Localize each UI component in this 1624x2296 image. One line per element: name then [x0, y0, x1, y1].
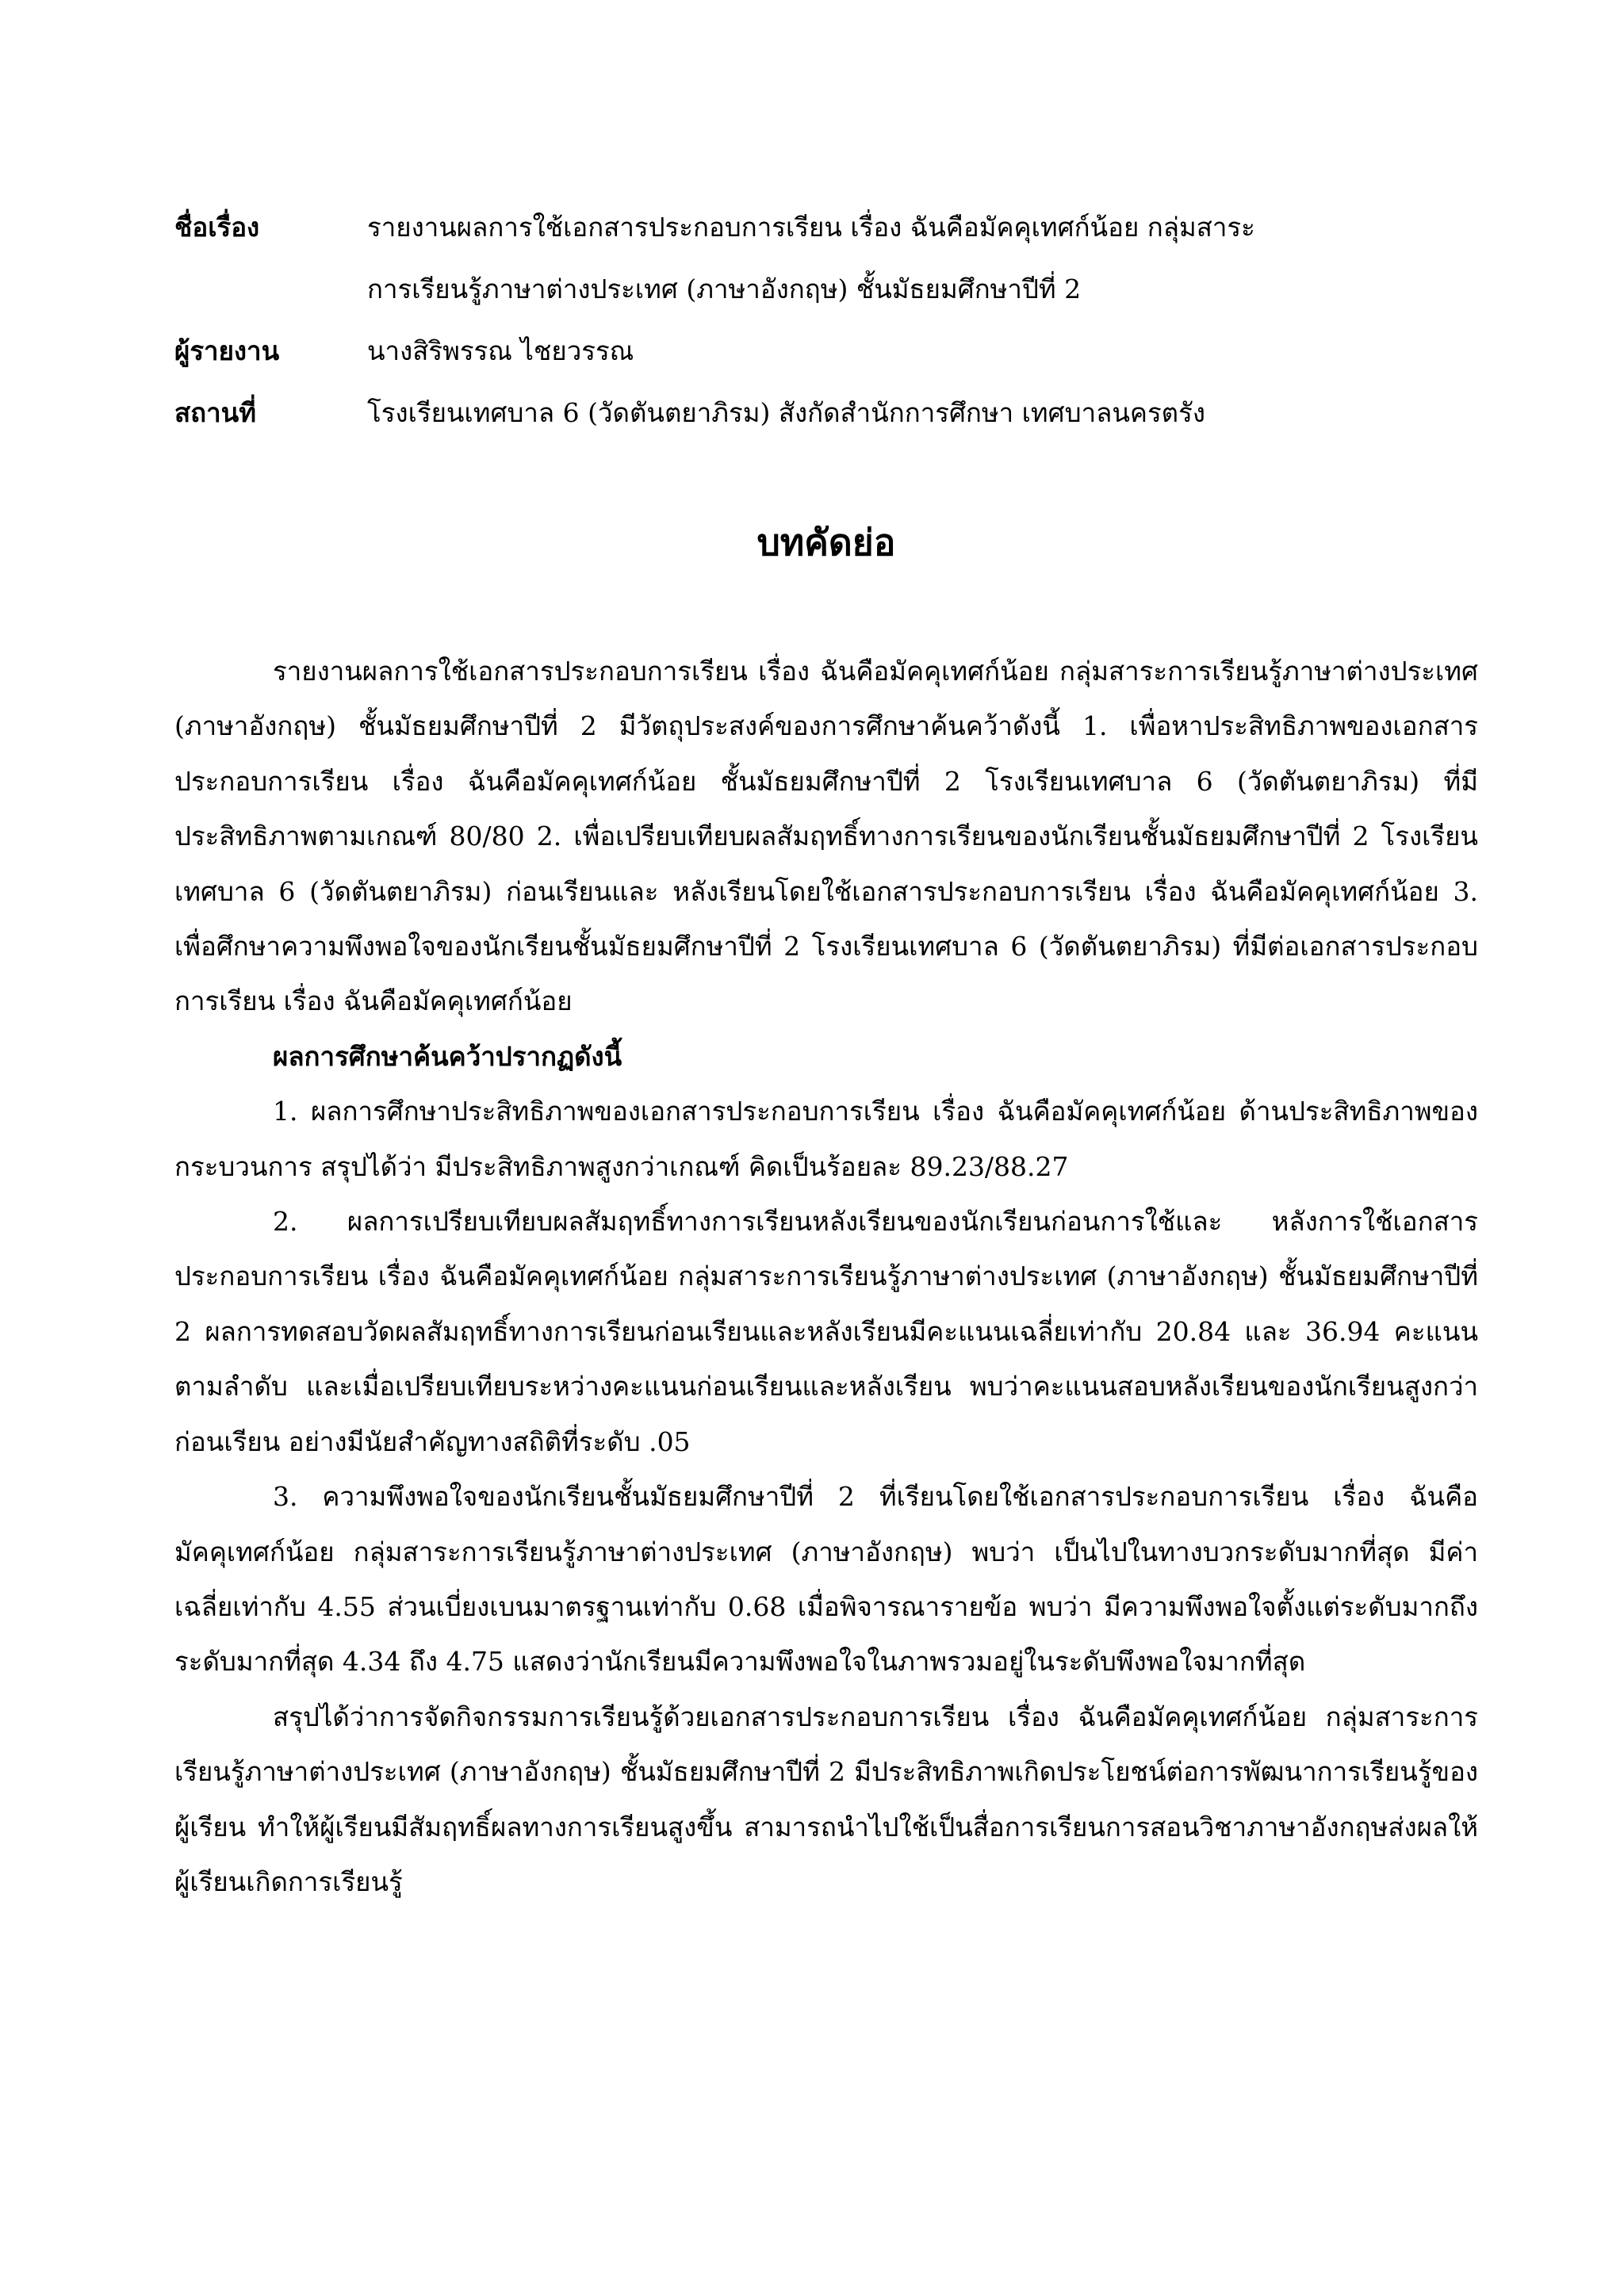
reporter-label: ผู้รายงาน [174, 335, 280, 366]
result-3-paragraph: 3. ความพึงพอใจของนักเรียนชั้นมัธยมศึกษาปีที่ 2 ที่เรียนโดยใช้เอกสารประกอบการเรียน เรื่อง ฉันคือมัคคุเทศก์น้อย กลุ่มสาระการเรียนรู้ภาษาต่างประเทศ (ภาษาอังกฤษ) พบว่า เป็นไปในทางบวกระดับมากที่สุด มีค่าเฉลี่ยเท่ากับ 4.55 ส่วนเบี่ยงเบนมาตรฐานเท่ากับ 0.68 เมื่อพิจารณารายข้อ พบว่า มีความพึงพอใจตั้งแต่ระดับมากถึงระดับมากที่สุด 4.34 ถึง 4.75 แสดงว่านักเรียนมีความพึงพอใจในภาพรวมอยู่ในระดับพึงพอใจมากที่สุด [174, 1481, 1478, 1678]
title-value-line-2: การเรียนรู้ภาษาต่างประเทศ (ภาษาอังกฤษ) ชั้นมัธยมศึกษาปีที่ 2 [367, 274, 1082, 304]
title-row [174, 197, 1478, 320]
place-row [174, 382, 1478, 444]
title-label: ชื่อเรื่อง [174, 212, 260, 243]
document-metadata [174, 197, 1478, 444]
place-label: สถานที่ [174, 397, 256, 428]
conclusion-paragraph: สรุปได้ว่าการจัดกิจกรรมการเรียนรู้ด้วยเอกสารประกอบการเรียน เรื่อง ฉันคือมัคคุเทศก์น้อย กลุ่มสาระการเรียนรู้ภาษาต่างประเทศ (ภาษาอังกฤษ) ชั้นมัธยมศึกษาปีที่ 2 มีประสิทธิภาพเกิดประโยชน์ต่อการพัฒนาการเรียนรู้ของผู้เรียน ทำให้ผู้เรียนมีสัมฤทธิ์ผลทางการเรียนสูงขึ้น สามารถนำไปใช้เป็นสื่อการเรียนการสอนวิชาภาษาอังกฤษส่งผลให้ผู้เรียนเกิดการเรียนรู้ [174, 1701, 1478, 1897]
result-2-paragraph: 2. ผลการเปรียบเทียบผลสัมฤทธิ์ทางการเรียนหลังเรียนของนักเรียนก่อนการใช้และ หลังการใช้เอกสารประกอบการเรียน เรื่อง ฉันคือมัคคุเทศก์น้อย กลุ่มสาระการเรียนรู้ภาษาต่างประเทศ (ภาษาอังกฤษ) ชั้นมัธยมศึกษาปีที่ 2 ผลการทดสอบวัดผลสัมฤทธิ์ทางการเรียนก่อนเรียนและหลังเรียนมีคะแนนเฉลี่ยเท่ากับ 20.84 และ 36.94 คะแนน ตามลำดับ และเมื่อเปรียบเทียบระหว่างคะแนนก่อนเรียนและหลังเรียน พบว่าคะแนนสอบหลังเรียนของนักเรียนสูงกว่าก่อนเรียน อย่างมีนัยสำคัญทางสถิติที่ระดับ .05 [174, 1206, 1478, 1457]
title-value-line-1: รายงานผลการใช้เอกสารประกอบการเรียน เรื่อง ฉันคือมัคคุเทศก์น้อย กลุ่มสาระ [367, 212, 1255, 243]
results-heading: ผลการศึกษาค้นคว้าปรากฏดังนี้ [273, 1040, 622, 1072]
abstract-heading: บทคัดย่อ [756, 521, 896, 564]
place-value: โรงเรียนเทศบาล 6 (วัดตันตยาภิรม) สังกัดสำนักการศึกษา เทศบาลนครตรัง [367, 397, 1205, 428]
abstract-body [174, 644, 1478, 1909]
abstract-intro-paragraph: รายงานผลการใช้เอกสารประกอบการเรียน เรื่อง ฉันคือมัคคุเทศก์น้อย กลุ่มสาระการเรียนรู้ภาษาต่างประเทศ (ภาษาอังกฤษ) ชั้นมัธยมศึกษาปีที่ 2 มีวัตถุประสงค์ของการศึกษาค้นคว้าดังนี้ 1. เพื่อหาประสิทธิภาพของเอกสารประกอบการเรียน เรื่อง ฉันคือมัคคุเทศก์น้อย ชั้นมัธยมศึกษาปีที่ 2 โรงเรียนเทศบาล 6 (วัดตันตยาภิรม) ที่มีประสิทธิภาพตามเกณฑ์ 80/80 2. เพื่อเปรียบเทียบผลสัมฤทธิ์ทางการเรียนของนักเรียนชั้นมัธยมศึกษาปีที่ 2 โรงเรียนเทศบาล 6 (วัดตันตยาภิรม) ก่อนเรียนและ หลังเรียนโดยใช้เอกสารประกอบการเรียน เรื่อง ฉันคือมัคคุเทศก์น้อย 3. เพื่อศึกษาความพึงพอใจของนักเรียนชั้นมัธยมศึกษาปีที่ 2 โรงเรียนเทศบาล 6 (วัดตันตยาภิรม) ที่มีต่อเอกสารประกอบการเรียน เรื่อง ฉันคือมัคคุเทศก์น้อย [174, 656, 1478, 1017]
result-1-paragraph: 1. ผลการศึกษาประสิทธิภาพของเอกสารประกอบการเรียน เรื่อง ฉันคือมัคคุเทศก์น้อย ด้านประสิทธิภาพของกระบวนการ สรุปได้ว่า มีประสิทธิภาพสูงกว่าเกณฑ์ คิดเป็นร้อยละ 89.23/88.27 [174, 1096, 1478, 1182]
title-value [367, 197, 1478, 320]
reporter-row [174, 320, 1478, 382]
reporter-value: นางสิริพรรณ ไชยวรรณ [367, 335, 634, 366]
